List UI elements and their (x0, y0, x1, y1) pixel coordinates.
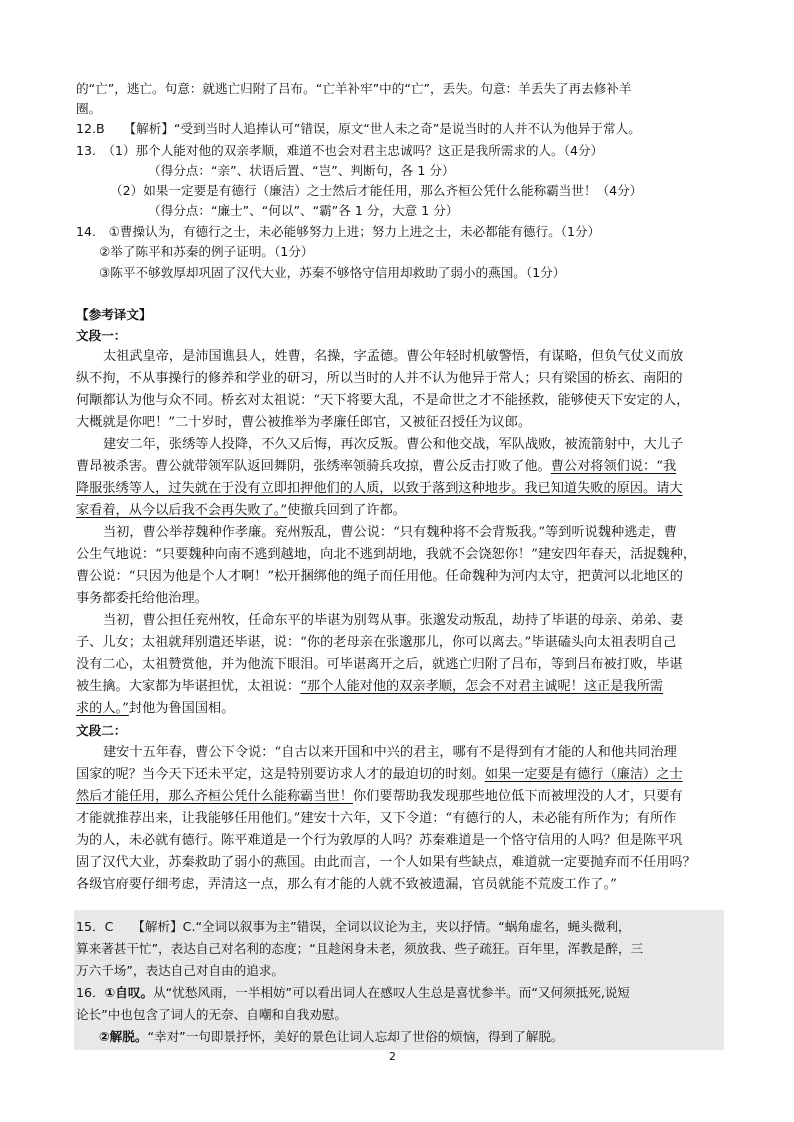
text-line: 何颙都认为他与众不同。桥玄对太祖说：“天下将要大乱，不是命世之才不能拯救，能够使天下安定的人， (76, 393, 690, 408)
text-line: 曹公说：“只因为他是个人才啊！”松开捆绑他的绳子而任用他。任命魏种为河内太守，把黄河以北地区的 (76, 569, 683, 584)
text-line: 圈。 (76, 101, 102, 116)
text-line (76, 699, 234, 719)
answer-15-line: 万六千场”，表达自己对自由的追求。 (76, 963, 285, 978)
text-line (76, 501, 406, 521)
text-line: 建安二年，张绣等人投降，不久又后悔，再次反叛。曹公和他交战，军队战败，被流箭射中，大儿子 (103, 437, 684, 452)
answer-13-2-score: （得分点：“廉士”、“何以”、“霸”各 1 分，大意 1 分） (148, 203, 459, 218)
underlined-text: 家看着，从今以后我不会再失败了。” (76, 503, 288, 518)
answer-14-1: 14. ①曹操认为，有德行之士，未必能够努力上进；努力上进之士，未必都能有德行。（1分） (76, 224, 601, 239)
text-line: 没有二心，太祖赞赏他，并为他流下眼泪。可毕谌离开之后，就逃亡归附了吕布，等到吕布被打败，毕谌 (76, 657, 683, 672)
translation-heading: 【参考译文】 (76, 307, 152, 322)
answer-16-line (99, 1027, 564, 1047)
text-line: 当初，曹公担任兖州牧，任命东平的毕谌为别驾从事。张邈发动叛乱，劫持了毕谌的母亲、弟弟、妻 (103, 613, 684, 628)
text-line (76, 457, 676, 477)
keyword: ②解脱。 (99, 1029, 148, 1044)
text-line (76, 787, 683, 807)
text-span: 从“忧愁风雨，一半相妨”可以看出词人在感叹人生总是喜忧参半。而“又何须抵死,说短 (153, 985, 631, 1000)
text-line: 的“亡”，逃亡。句意：就逃亡归附了吕布。“亡羊补牢”中的“亡”，丢失。句意：羊丢失了再去修补羊 (76, 81, 632, 96)
answer-13-2: （2）如果一定要是有德行（廉洁）之士然后才能任用，那么齐桓公凭什么能称霸当世！（4分） (110, 183, 643, 198)
answer-13-1-score: （得分点：“亲”、状语后置、“岂”、判断句，各 1 分） (148, 163, 455, 178)
text-line (76, 765, 683, 785)
text-line: 才能就推荐出来，让我能够任用他们。”建安十六年，又下令道：“有德行的人，未必能有所作为；有所作 (76, 811, 677, 826)
answer-16-line: 论长”中也包含了词人的无奈、自嘲和自我劝慰。 (76, 1007, 347, 1022)
answer-12: 12.B 【解析】“受到当时人追捧认可”错误，原文“世人未之奇”是说当时的人并不认为他异于常人。 (76, 121, 641, 136)
text-line: 事务都委托给他治理。 (76, 591, 208, 606)
text-line (76, 677, 663, 697)
answer-15-line: 15．C 【解析】C.“全词以叙事为主”错误，全词以议论为主，夹以抒情。“蜗角虚名，蝇头微利， (76, 919, 631, 934)
text-span: 你们要帮助我发现那些地位低下而被埋没的人才，只要有 (352, 789, 683, 804)
text-line: 大概就是你吧！”二十岁时，曹公被推举为孝廉任郎官，又被征召授任为议郎。 (76, 415, 532, 430)
answer-13-1: 13. （1）那个人能对他的双亲孝顺，难道不也会对君主忠诚吗？这正是我所需求的人。（4分） (76, 143, 604, 158)
text-line: 固了汉代大业，苏秦救助了弱小的燕国。由此而言，一个人如果有些缺点，难道就一定要抛弃而不任用吗？ (76, 855, 696, 870)
text-span: 曹昂被杀害。曹公就带领军队返回舞阴，张绣率领骑兵攻掠，曹公反击打败了他。 (76, 459, 551, 474)
answer-16-line (76, 983, 630, 1003)
text-line: 建安十五年春，曹公下令说：“自古以来开国和中兴的君主，哪有不是得到有才能的人和他共同治理 (103, 745, 677, 760)
keyword: ①自叹。 (104, 985, 154, 1000)
text-line: 太祖武皇帝，是沛国谯县人，姓曹，名操，字孟德。曹公年轻时机敏警悟，有谋略，但负气仗义而放 (103, 349, 684, 364)
answer-14-2: ②举了陈平和苏秦的例子证明。（1分） (99, 244, 314, 259)
text-line: 公生气地说：“只要魏种向南不逃到越地，向北不逃到胡地，我就不会饶恕你！”建安四年春天，活捉魏种， (76, 547, 697, 562)
text-line: 纵不拘，不从事操行的修养和学业的研习，所以当时的人并不认为他异于常人；只有梁国的桥玄、南阳的 (76, 371, 683, 386)
underlined-text: 如果一定要是有德行（廉洁）之士 (484, 767, 683, 782)
underlined-text: 求的人。” (76, 701, 129, 716)
text-line: 为的人，未必就有德行。陈平难道是一个行为敦厚的人吗？苏秦难道是一个恪守信用的人吗？但是陈平巩 (76, 833, 683, 848)
section-2-title: 文段二： (76, 723, 127, 738)
answer-14-3: ③陈平不够敦厚却巩固了汉代大业，苏秦不够恪守信用却救助了弱小的燕国。（1分） (99, 265, 566, 280)
text-span: 16． (76, 985, 105, 1000)
text-span: 封他为鲁国国相。 (128, 701, 235, 716)
text-span: 被生擒。大家都为毕谌担忧，太祖说： (76, 679, 301, 694)
text-line: 各级官府要仔细考虑，弄清这一点，那么有才能的人就不致被遗漏，官员就能不荒废工作了。” (76, 877, 617, 892)
section-1-title: 文段一： (76, 328, 127, 343)
underlined-text: 降服张绣等人，过失就在于没有立即扣押他们的人质，以致于落到这种地步。我已知道失败的原因。请大 (76, 481, 683, 496)
text-span: 使撤兵回到了许都。 (287, 503, 406, 518)
text-line: 当初，曹公举荐魏种作孝廉。兖州叛乱，曹公说：“只有魏种将不会背叛我。”等到听说魏种逃走，曹 (103, 525, 677, 540)
underlined-text: 曹公对将领们说：“我 (550, 459, 677, 474)
underlined-text: “那个人能对他的双亲孝顺，怎会不对君主诚呢！这正是我所需 (300, 679, 663, 694)
underlined-text: 然后才能任用，那么齐桓公凭什么能称霸当世！ (76, 789, 353, 804)
text-line: 子、儿女；太祖就拜别遣还毕谌，说：“你的老母亲在张邈那儿，你可以离去。”毕谌磕头向太祖表明自己 (76, 635, 677, 650)
page-number: 2 (389, 1050, 396, 1063)
text-span: “幸对”一句即景抒怀，美好的景色让词人忘却了世俗的烦恼，得到了解脱。 (147, 1029, 564, 1044)
text-span: 国家的呢？当今天下还未平定，这是特别要访求人才的最迫切的时刻。 (76, 767, 485, 782)
answer-15-line: 算来著甚干忙”，表达自己对名利的态度；“且趁闲身未老，须放我、些子疏狂。百年里，浑教是醉，三 (76, 941, 644, 956)
